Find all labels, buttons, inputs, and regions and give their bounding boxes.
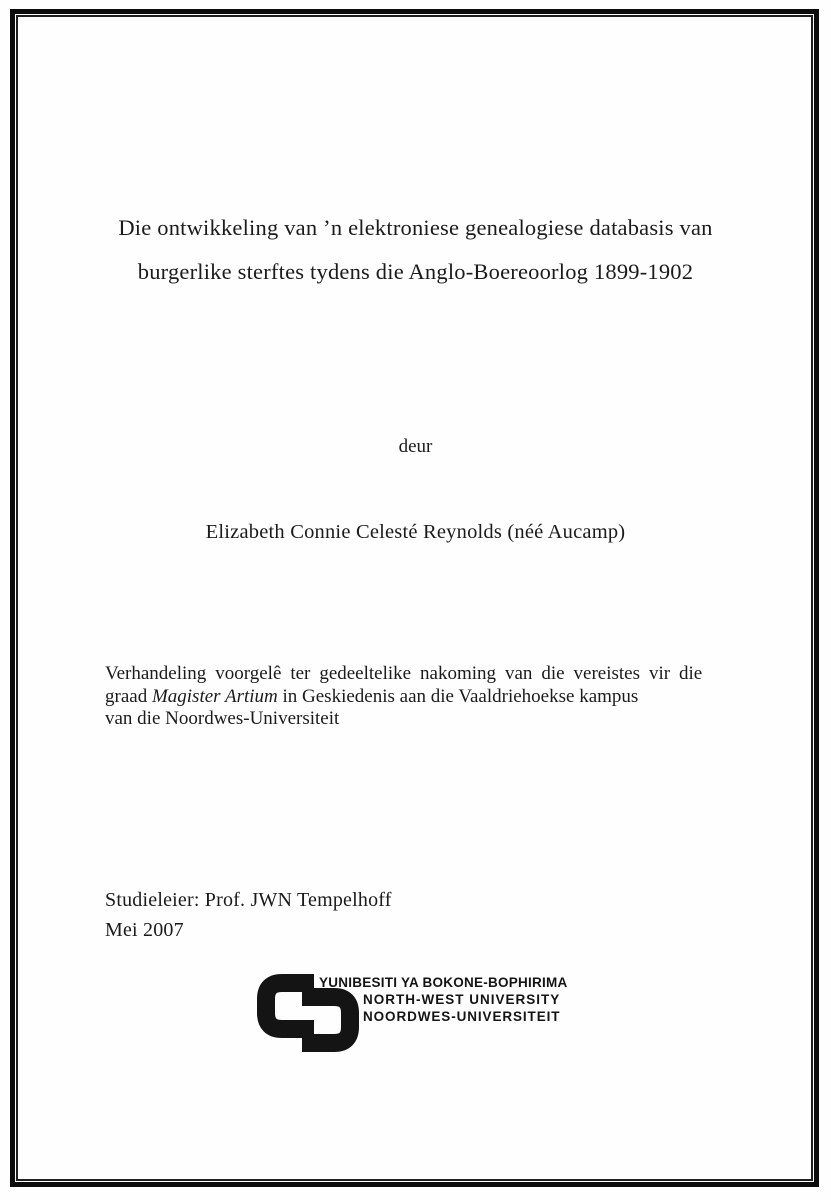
author-name: Elizabeth Connie Celesté Reynolds (néé Aucamp) xyxy=(205,521,626,543)
supervisor-and-date xyxy=(105,885,392,945)
submission-line-2-pre: graad xyxy=(105,685,152,707)
byline-label: deur xyxy=(398,436,433,457)
degree-name: Magister Artium xyxy=(151,685,278,707)
thesis-title xyxy=(60,206,771,294)
submission-line-1: Verhandeling voorgelê ter gedeeltelike nakoming van die vereistes vir die xyxy=(105,663,703,684)
university-logo xyxy=(256,971,586,1055)
logo-text-english: NORTH-WEST UNIVERSITY xyxy=(363,992,561,1007)
submission-statement xyxy=(105,663,737,731)
logo-text-setswana: YUNIBESITI YA BOKONE-BOPHIRIMA xyxy=(319,975,568,990)
supervisor-line: Studieleier: Prof. JWN Tempelhoff xyxy=(105,889,392,911)
submission-line-2 xyxy=(105,686,737,709)
submission-line-2-post: in Geskiedenis aan die Vaaldriehoekse kampus xyxy=(277,685,639,707)
submission-line-3: van die Noordwes-Universiteit xyxy=(105,708,340,729)
logo-text-afrikaans: NOORDWES-UNIVERSITEIT xyxy=(363,1009,561,1024)
thesis-title-line-2: burgerlike sterftes tydens die Anglo-Boereoorlog 1899-1902 xyxy=(137,259,694,284)
date-line: Mei 2007 xyxy=(105,919,184,941)
thesis-title-line-1: Die ontwikkeling van ’n elektroniese genealogiese databasis van xyxy=(118,215,713,240)
